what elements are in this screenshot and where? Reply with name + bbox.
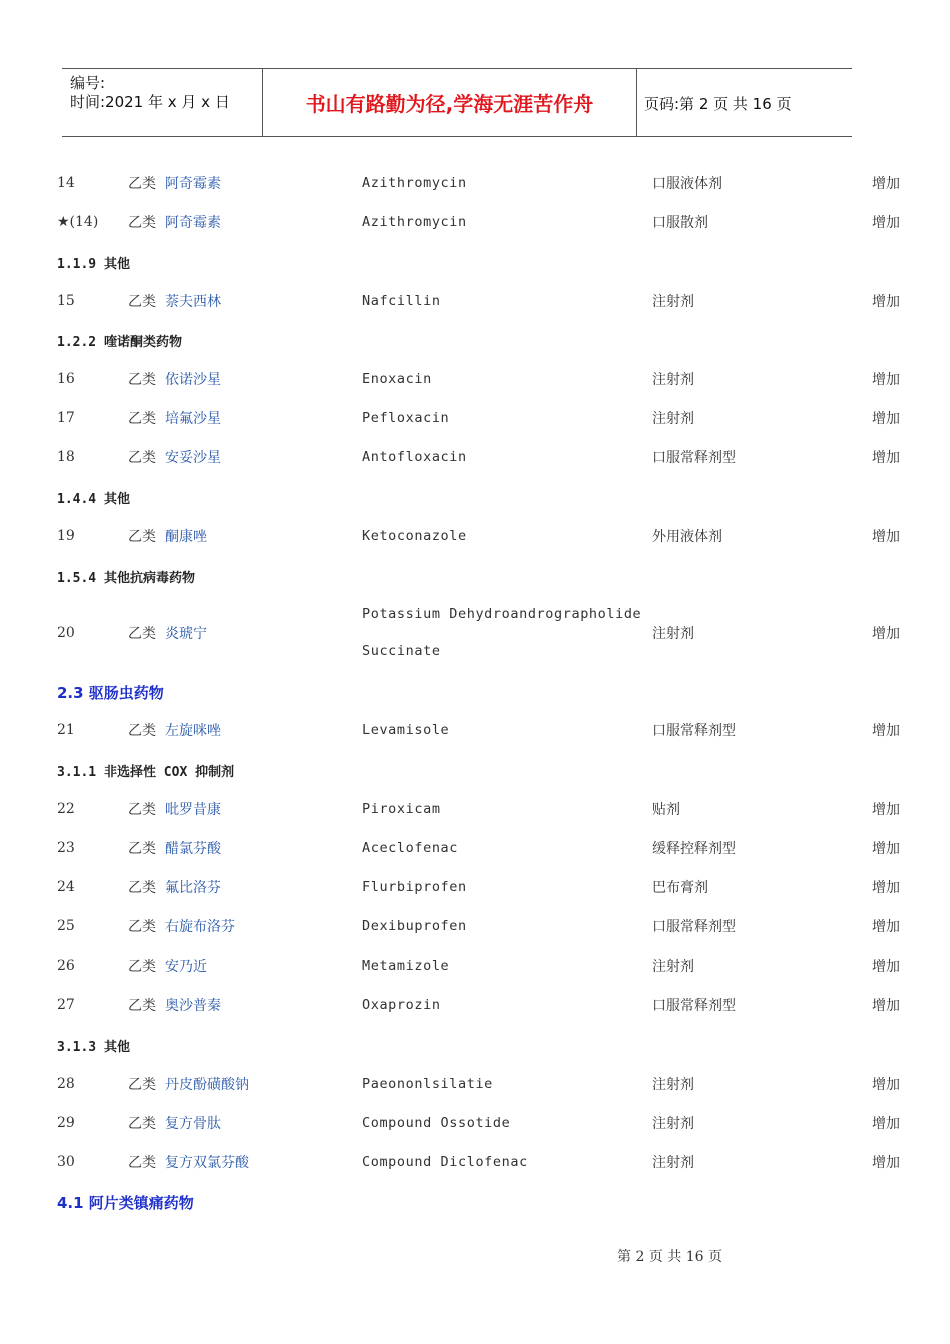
dosage-form: 口服常释剂型: [652, 997, 736, 1014]
row-number: 25: [57, 917, 75, 934]
row-class: 乙类: [128, 293, 156, 310]
english-name: Ketoconazole: [362, 527, 467, 544]
section-heading: 4.1 阿片类镇痛药物: [57, 1194, 194, 1212]
drug-name-link[interactable]: 培氟沙星: [165, 410, 221, 427]
dosage-form: 缓释控释剂型: [652, 840, 736, 857]
row-number: 20: [57, 625, 75, 641]
drug-name-link[interactable]: 阿奇霉素: [165, 214, 221, 231]
dosage-form: 口服常释剂型: [652, 449, 736, 466]
english-name: Nafcillin: [362, 292, 441, 309]
row-class: 乙类: [128, 371, 156, 388]
table-row: [0, 985, 950, 1024]
english-name: Metamizole: [362, 957, 450, 974]
change-type: 增加: [872, 1115, 900, 1132]
row-number: 15: [57, 292, 75, 309]
english-name: Azithromycin: [362, 174, 467, 191]
table-row: [0, 906, 950, 945]
drug-name-link[interactable]: 萘夫西林: [165, 293, 221, 310]
table-row: [0, 946, 950, 985]
change-type: 增加: [872, 918, 900, 935]
dosage-form: 注射剂: [652, 958, 694, 975]
number-label: 编号:: [70, 74, 106, 92]
change-type: 增加: [872, 722, 900, 739]
english-name: Levamisole: [362, 721, 450, 738]
row-class: 乙类: [128, 1154, 156, 1171]
row-number: 28: [57, 1075, 75, 1092]
change-type: 增加: [872, 840, 900, 857]
table-row: [0, 828, 950, 867]
drug-name-link[interactable]: 左旋咪唑: [165, 722, 221, 739]
drug-name-link[interactable]: 阿奇霉素: [165, 175, 221, 192]
drug-name-link[interactable]: 安乃近: [165, 958, 207, 975]
change-type: 增加: [872, 175, 900, 192]
page-header: [62, 68, 852, 137]
row-number: 23: [57, 839, 75, 856]
row-number: 24: [57, 878, 75, 895]
english-name-line1: Potassium Dehydroandrographolide: [362, 606, 642, 622]
english-name: Antofloxacin: [362, 448, 467, 465]
row-number: 19: [57, 527, 75, 544]
row-class: 乙类: [128, 722, 156, 739]
dosage-form: 口服常释剂型: [652, 722, 736, 739]
english-name: Piroxicam: [362, 800, 441, 817]
row-number: ★(14): [57, 213, 99, 230]
dosage-form: 注射剂: [652, 1076, 694, 1093]
change-type: 增加: [872, 879, 900, 896]
section-heading: 1.4.4 其他: [57, 492, 130, 507]
row-class: 乙类: [128, 997, 156, 1014]
english-name: Oxaprozin: [362, 996, 441, 1013]
row-number: 14: [57, 174, 75, 191]
row-class: 乙类: [128, 449, 156, 466]
dosage-form: 口服常释剂型: [652, 918, 736, 935]
table-row: [0, 1064, 950, 1103]
section-heading: 3.1.1 非选择性 COX 抑制剂: [57, 765, 235, 780]
english-name: Compound Diclofenac: [362, 1153, 528, 1170]
dosage-form: 注射剂: [652, 1115, 694, 1132]
header-motto: 书山有路勤为径,学海无涯苦作舟: [263, 69, 637, 136]
row-number: 18: [57, 448, 75, 465]
row-number: 22: [57, 800, 75, 817]
drug-name-link[interactable]: 依诺沙星: [165, 371, 221, 388]
english-name: Compound Ossotide: [362, 1114, 511, 1131]
change-type: 增加: [872, 958, 900, 975]
table-row: [0, 1103, 950, 1142]
dosage-form: 口服液体剂: [652, 175, 722, 192]
english-name: Enoxacin: [362, 370, 432, 387]
english-name: Flurbiprofen: [362, 878, 467, 895]
drug-name-link[interactable]: 复方双氯芬酸: [165, 1154, 249, 1171]
change-type: 增加: [872, 410, 900, 427]
section-heading: 3.1.3 其他: [57, 1040, 130, 1055]
drug-name-link[interactable]: 右旋布洛芬: [165, 918, 235, 935]
dosage-form: 外用液体剂: [652, 528, 722, 545]
section-heading: 1.2.2 喹诺酮类药物: [57, 335, 182, 350]
row-number: 27: [57, 996, 75, 1013]
drug-name-link[interactable]: 奥沙普秦: [165, 997, 221, 1014]
row-class: 乙类: [128, 1115, 156, 1132]
row-number: 30: [57, 1153, 75, 1170]
drug-name-link[interactable]: 吡罗昔康: [165, 801, 221, 818]
drug-name-link[interactable]: 氟比洛芬: [165, 879, 221, 896]
english-name: Pefloxacin: [362, 409, 450, 426]
drug-name-link[interactable]: 丹皮酚磺酸钠: [165, 1076, 249, 1093]
header-meta: [62, 69, 263, 136]
table-row: [0, 595, 950, 671]
row-class: 乙类: [128, 410, 156, 427]
row-class: 乙类: [128, 528, 156, 545]
dosage-form: 贴剂: [652, 801, 680, 818]
row-number: 21: [57, 721, 75, 738]
change-type: 增加: [872, 1076, 900, 1093]
change-type: 增加: [872, 449, 900, 466]
row-class: 乙类: [128, 958, 156, 975]
row-class: 乙类: [128, 214, 156, 231]
row-number: 17: [57, 409, 75, 426]
section-heading: 1.5.4 其他抗病毒药物: [57, 571, 195, 586]
drug-name-link[interactable]: 安妥沙星: [165, 449, 221, 466]
table-row: [0, 867, 950, 906]
row-class: 乙类: [128, 1076, 156, 1093]
row-number: 29: [57, 1114, 75, 1131]
table-row: [0, 1142, 950, 1181]
table-row: [0, 437, 950, 476]
table-row: [0, 202, 950, 241]
english-name-line2: Succinate: [362, 643, 441, 659]
row-number: 26: [57, 957, 75, 974]
dosage-form: 注射剂: [652, 410, 694, 427]
change-type: 增加: [872, 214, 900, 231]
page-footer: 第 2 页 共 16 页: [617, 1249, 722, 1265]
english-name: Aceclofenac: [362, 839, 459, 856]
dosage-form: 巴布膏剂: [652, 879, 708, 896]
english-name: Paeononlsilatie: [362, 1075, 493, 1092]
change-type: 增加: [872, 626, 900, 642]
table-row: [0, 163, 950, 202]
section-heading: 1.1.9 其他: [57, 257, 130, 272]
row-class: 乙类: [128, 801, 156, 818]
table-row: [0, 359, 950, 398]
dosage-form: 注射剂: [652, 293, 694, 310]
drug-name-link[interactable]: 醋氯芬酸: [165, 840, 221, 857]
row-number: 16: [57, 370, 75, 387]
row-class: 乙类: [128, 626, 156, 642]
change-type: 增加: [872, 293, 900, 310]
dosage-form: 注射剂: [652, 371, 694, 388]
table-row: [0, 398, 950, 437]
drug-name-link[interactable]: 酮康唑: [165, 528, 207, 545]
dosage-form: 注射剂: [652, 1154, 694, 1171]
change-type: 增加: [872, 997, 900, 1014]
table-row: [0, 281, 950, 320]
section-heading: 2.3 驱肠虫药物: [57, 684, 164, 702]
change-type: 增加: [872, 801, 900, 818]
change-type: 增加: [872, 528, 900, 545]
time-label: 时间:2021 年 x 月 x 日: [70, 93, 230, 111]
table-row: [0, 710, 950, 749]
row-class: 乙类: [128, 175, 156, 192]
table-row: [0, 789, 950, 828]
dosage-form: 注射剂: [652, 626, 694, 642]
row-class: 乙类: [128, 879, 156, 896]
row-class: 乙类: [128, 918, 156, 935]
english-name: Dexibuprofen: [362, 917, 467, 934]
change-type: 增加: [872, 1154, 900, 1171]
drug-name-link[interactable]: 复方骨肽: [165, 1115, 221, 1132]
header-page-label: 页码:第 2 页 共 16 页: [644, 95, 792, 113]
table-row: [0, 516, 950, 555]
change-type: 增加: [872, 371, 900, 388]
dosage-form: 口服散剂: [652, 214, 708, 231]
drug-name-link[interactable]: 炎琥宁: [165, 626, 207, 642]
row-class: 乙类: [128, 840, 156, 857]
english-name: Azithromycin: [362, 213, 467, 230]
